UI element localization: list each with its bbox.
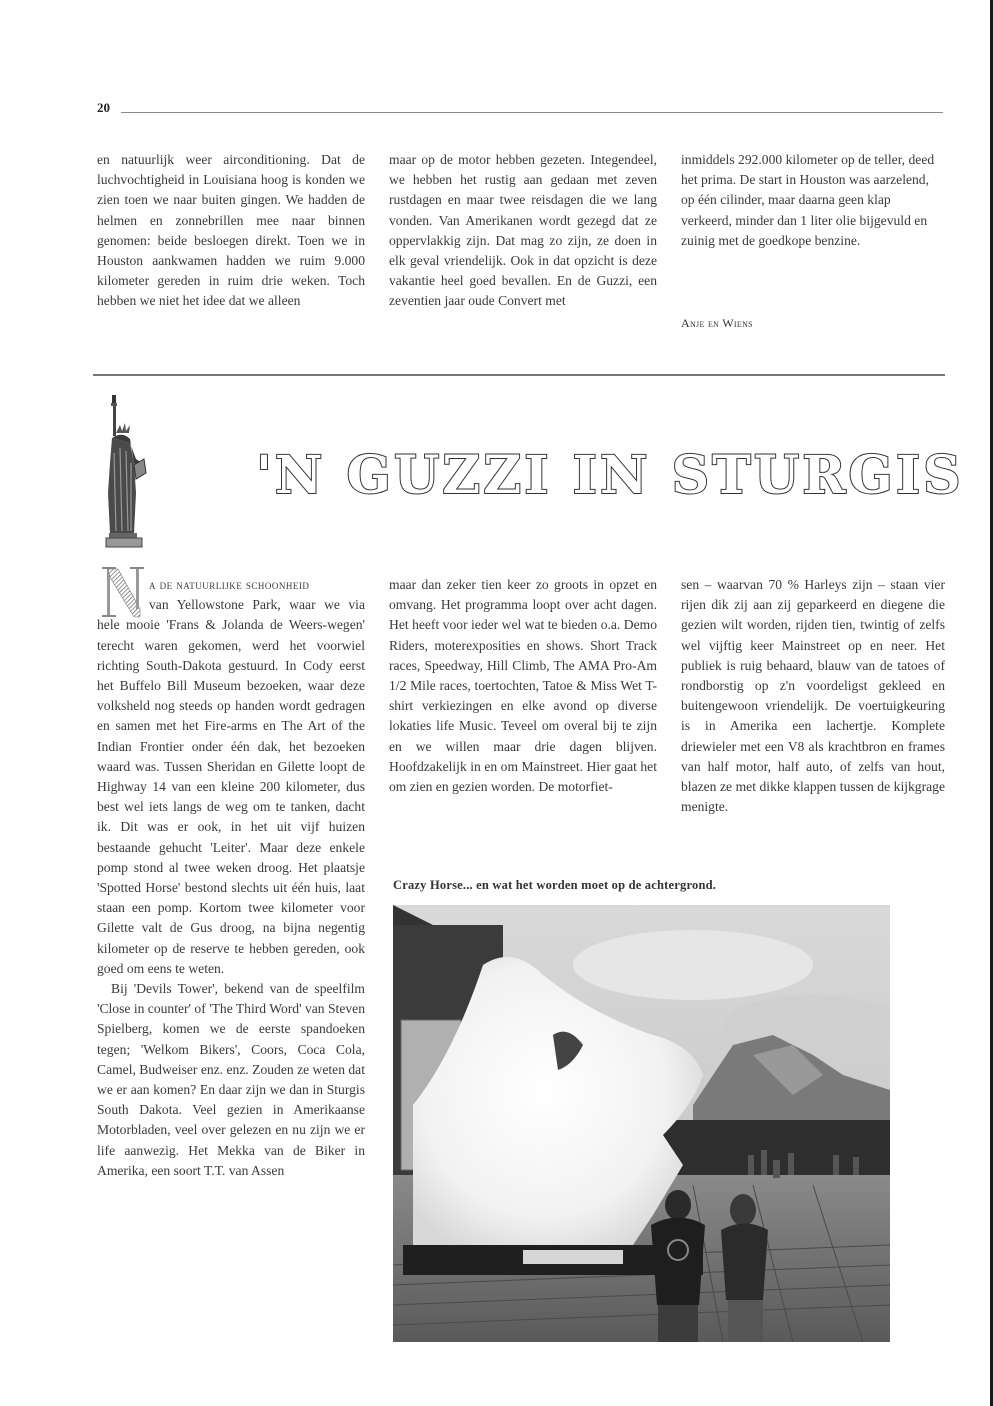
- statue-of-liberty-icon: [100, 393, 150, 553]
- prev-article-column-2: [389, 150, 657, 312]
- paragraph: sen – waarvan 70 % Harleys zijn – staan vier rijen dik zij aan zij geparkeerd en diegene die gezien wilt worden, rijden tien, twintig of zelfs wel vijftig keer Mainstreet op en neer. Het publiek is ruig behaard, blauw van de tatoes of rondborstig op z'n voordeligst gekleed en buitengewoon vriendelijk. De voertuigkeuring is in Amerika een lachertje. Komplete driewieler met een V8 als krachtbron en frames van half motor, half auto, of zelfs van hout, blazen ze met dikke klappen tussen de kijkgrage menigte.: [681, 577, 945, 815]
- crazy-horse-photo: [393, 905, 890, 1342]
- paragraph: en natuurlijk weer airconditioning. Dat de luchvochtigheid in Louisiana hoog is konden we zien toen we naar buiten gingen. We hadden de helmen en zonnebrillen mee naar binnen genomen: beide besloegen direkt. Toen we in Houston aankwamen hadden we ruim 9.000 kilometer gereden in ruim drie weken. Toch hebben we niet het idee dat we alleen: [97, 152, 365, 309]
- photo-illustration: [393, 905, 890, 1342]
- article-column-3: [681, 575, 945, 817]
- base-plaque: [523, 1250, 623, 1264]
- paragraph: maar dan zeker tien keer zo groots in opzet en omvang. Het programma loopt over acht dagen. Het heeft voor ieder wel wat te bieden o.a. Demo Riders, moterexposities en shows. Short Track races, Speedway, Hill Climb, The AMA Pro-Am 1/2 Mile races, toertochten, Tatoe & Miss Wet T-shirt verkiezingen en elke avond op diverse lokaties life Music. Teveel om overal bij te zijn en we willen maar drie dagen blijven. Hoofdzakelijk in en om Mainstreet. Hier gaat het om zien en gezien worden. De motorfiet-: [389, 577, 657, 795]
- paragraph: inmiddels 292.000 kilometer op de teller, deed het prima. De start in Houston was aarzelend, op één cilinder, maar daarna geen klap verkeerd, minder dan 1 liter olie bijgevuld en zuinig met de goedkope benzine.: [681, 152, 935, 248]
- paragraph: Bij 'Devils Tower', bekend van de speelfilm 'Close in counter' of 'The Third Word' van Steven Spielberg, komen we de eerste spandoeken tegen; 'Welkom Bikers', Coors, Coca Cola, Camel, Budweiser enz. enz. Zouden ze weten dat we er aan komen? En daar zijn we dan in Sturgis South Dakota. Veel gezien in Amerikaanse Motorbladen, veel over gelezen en nu zijn we er life aanwezig. Het Mekka van de Biker in Amerika, een soort T.T. van Assen: [97, 981, 365, 1178]
- paragraph: van Yellowstone Park, waar we via hele mooie 'Frans & Jolanda de Weers-wegen' terecht waren gekomen, werd het voorwiel richting South-Dakota gestuurd. In Cody eerst het Buffelo Bill Museum bezoeken, waar deze volksheld nog steeds op handen wordt gedragen en samen met het Fire-arms en The Art of the Indian Frontier onder één dak, het bezoeken waard was. Tussen Sheridan en Gilette loopt de Highway 14 van een kleine 200 kilometer, dus best wel iets langs de weg om te tanken, dacht ik. Dit was er ook, in het uit vijf huizen bestaande gehucht 'Leiter'. Maar deze enkele pomp stond al twee weken droog. Het plaatsje 'Spotted Horse' bestond slechts uit één huis, laat staan een pomp. Kortom twee kilometer voor Gilette valt de Gus droog, na bijna negentig kilometer op de reserve te hebben gereden, ook goed om eens te weten.: [97, 597, 365, 976]
- prev-article-column-3: [681, 150, 945, 251]
- article-title: 'N GUZZI IN STURGIS: [256, 445, 964, 506]
- article-column-1: [97, 575, 365, 1181]
- page-number: 20: [97, 100, 110, 115]
- section-divider: [93, 374, 945, 376]
- cloud: [573, 930, 813, 1000]
- lead-smallcaps: a de natuurlijke schoonheid: [149, 578, 310, 592]
- photo-caption: Crazy Horse... en wat het worden moet op de achtergrond.: [393, 878, 717, 892]
- prev-article-column-1: [97, 150, 365, 312]
- author-signature: Anje en Wiens: [681, 316, 753, 330]
- paragraph: maar op de motor hebben gezeten. Integendeel, we hebben het rustig aan gedaan met zeven rustdagen en maar twee reisdagen die we lang vonden. Van Amerikanen wordt gezegd dat ze oppervlakkig zijn. Dat mag zo zijn, ze doen in elk geval vriendelijk. Ook in dat opzicht is deze vakantie heel goed bevallen. En de Guzzi, een zeventien jaar oude Convert met: [389, 152, 657, 309]
- header-rule: [121, 112, 943, 113]
- article-column-2: [389, 575, 657, 797]
